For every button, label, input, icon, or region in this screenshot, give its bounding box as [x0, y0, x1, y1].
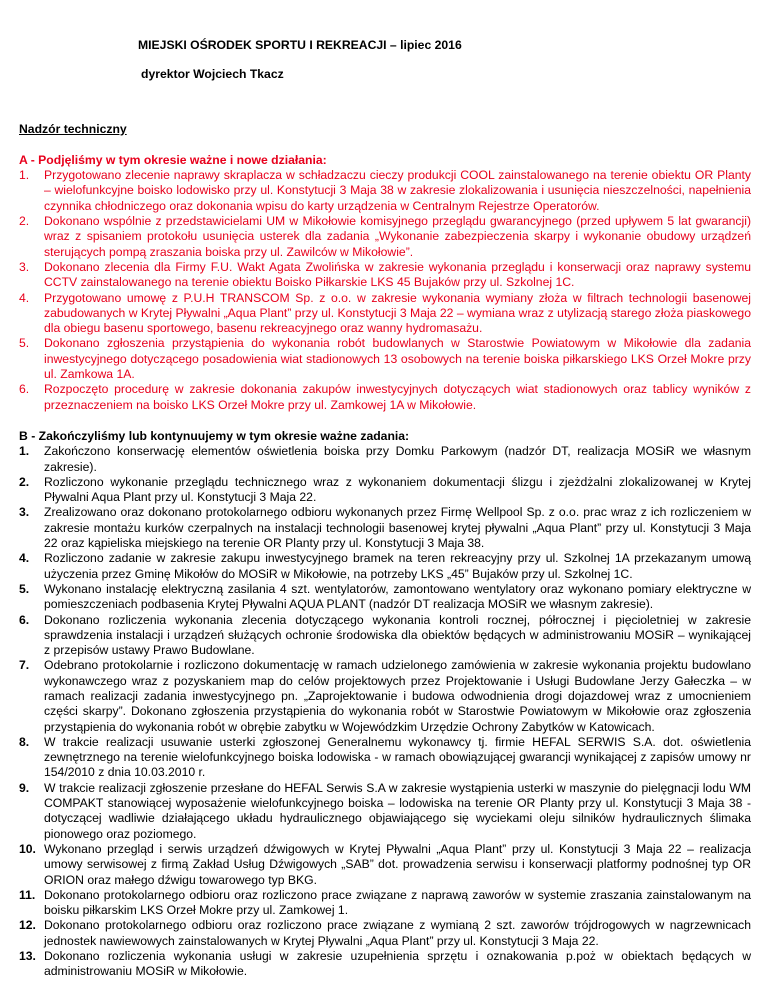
list-item-number: 5.: [19, 336, 30, 351]
list-item-text: Dokonano zlecenia dla Firmy F.U. Wakt Agata Zwolińska w zakresie wykonania przeglądu i konserwacji oraz naprawy systemu CCTV zainstalowanego na terenie obiektu Boisko Piłkarskie LKS 45 Bujaków przy ul. Szkolnej 1C.: [44, 259, 751, 290]
list-item-number: 4.: [19, 551, 30, 566]
document-title: MIEJSKI OŚRODEK SPORTU I REKREACJI – lipiec 2016: [138, 38, 462, 52]
list-item-number: 4.: [19, 290, 30, 305]
list-item-number: 2.: [19, 474, 30, 489]
section-a: [19, 153, 751, 413]
list-item: [19, 781, 751, 842]
section-a-list: [19, 168, 751, 413]
list-item: [19, 475, 751, 506]
list-item-text: W trakcie realizacji usuwanie usterki zgłoszonej Generalnemu wykonawcy tj. firmie HEFAL SERWIS S.A. dot. oświetlenia zewnętrznego na terenie wielofunkcyjnego boiska lodowiska - w ramach obowiązującej gwarancji wynikającej z zapisów umowy nr 154/2010 z dnia 10.03.2010 r.: [44, 734, 751, 780]
section-b: [19, 429, 751, 980]
list-item-number: 1.: [19, 168, 30, 183]
list-item-text: W trakcie realizacji zgłoszenie przesłane do HEFAL Serwis S.A w zakresie wystąpienia usterki w maszynie do pielęgnacji lodu WM COMPAKT stanowiącej wyposażenie wielofunkcyjnego boiska – lodowiska na terenie OR Planty przy ul. Konstytucji 3 Maja 38 - dotyczącej wadliwie działającego układu hydraulicznego objawiającego się wyciekami oleju silników hydraulicznych ślimaka pionowego oraz poziomego.: [44, 780, 751, 841]
list-item-text: Zakończono konserwację elementów oświetlenia boiska przy Domku Parkowym (nadzór DT, realizacja MOSiR we własnym zakresie).: [44, 444, 751, 474]
list-item-text: Rozliczono wykonanie przeglądu technicznego wraz z wykonaniem dokumentacji ślizgu i zjeżdżalni zlokalizowanej w Krytej Pływalni Aqua Plant przy ul. Konstytucji 3 Maja 22.: [44, 474, 751, 505]
list-item-text: Wykonano instalację elektryczną zasilania 4 szt. wentylatorów, zamontowano wentylatory oraz wykonano pomiary elektryczne w pomieszczeniach podbasenia Krytej Pływalni AQUA PLANT (nadzór DT realizacja MOSiR we własnym zakresie).: [44, 581, 751, 612]
list-item-number: 6.: [19, 612, 30, 627]
list-item-number: 11.: [19, 887, 36, 902]
section-title: Nadzór techniczny: [19, 121, 127, 136]
list-item: [19, 505, 751, 551]
list-item-number: 1.: [19, 444, 30, 459]
list-item-text: Dokonano protokolarnego odbioru oraz rozliczono prace związane z naprawą zaworów w systemie zraszania zainstalowanym na boisku piłkarskim LKS Orzeł Mokre przy ul. Zamkowej 1.: [44, 887, 751, 918]
list-item: [19, 658, 751, 734]
list-item-number: 5.: [19, 581, 30, 596]
list-item-number: 3.: [19, 259, 30, 274]
list-item: [19, 949, 751, 980]
list-item-number: 12.: [19, 918, 36, 933]
list-item: [19, 444, 751, 475]
list-item-text: Rozliczono zadanie w zakresie zakupu inwestycyjnego bramek na teren rekreacyjny przy ul. Szkolnej 1A przekazanym umową użyczenia przez Gminę Mikołów do MOSiR w Mikołowie, na potrzeby LKS „45” Bujaków przy ul. Szkolnej 1C.: [44, 551, 751, 581]
list-item: [19, 168, 751, 214]
list-item-text: Wykonano przegląd i serwis urządzeń dźwigowych w Krytej Pływalni „Aqua Plant” przy ul. Konstytucji 3 Maja 22 – realizacja umowy serwisowej z firmą Zakład Usług Dźwigowych „SAB” dot. prowadzenia serwisu i konserwacji platformy podnośnej typ OR ORION oraz małego dźwigu towarowego typ BKG.: [44, 841, 751, 887]
list-item-text: Dokonano zgłoszenia przystąpienia do wykonania robót budowlanych w Starostwie Powiatowym w Mikołowie dla zadania inwestycyjnego dotyczącego posadowienia wiat stadionowych 13 osobowych na terenie boiska piłkarskiego LKS Orzeł Mokre przy ul. Zamkowa 1A.: [44, 336, 751, 382]
list-item-text: Dokonano rozliczenia wykonania zlecenia dotyczącego wykonania kontroli rocznej, półrocznej i pięcioletniej w zakresie sprawdzenia instalacji i urządzeń służących ochronie środowiska dla obiektów będących w administrowaniu MOSiR – wynikającej z przepisów ustawy Prawo Budowlane.: [44, 612, 751, 658]
list-item-text: Zrealizowano oraz dokonano protokolarnego odbioru wykonanych przez Firmę Wellpool Sp. z o.o. prac wraz z ich rozliczeniem w zakresie montażu kurków czerpalnych na instalacji technologii basenowej krytej pływalni „Aqua Plant” przy ul. Konstytucji 3 Maja 22 oraz kąpieliska miejskiego na terenie OR Planty przy ul. Konstytucji 3 Maja 38.: [44, 505, 751, 551]
list-item-number: 9.: [19, 780, 30, 795]
list-item: [19, 551, 751, 582]
list-item-text: Dokonano rozliczenia wykonania usługi w zakresie uzupełnienia sprzętu i oznakowania p.poż w obiektach będących w administrowaniu MOSiR w Mikołowie.: [44, 949, 751, 979]
list-item-text: Rozpoczęto procedurę w zakresie dokonania zakupów inwestycyjnych dotyczących wiat stadionowych oraz tablicy wyników z przeznaczeniem na boisko LKS Orzeł Mokre przy ul. Zamkowej 1A w Mikołowie.: [44, 382, 751, 412]
list-item-text: Dokonano protokolarnego odbioru oraz rozliczono prace związane z wymianą 2 szt. zaworów trójdrogowych w nagrzewnicach jednostek nawiewowych zainstalowanych w Krytej Pływalni „Aqua Plant” przy ul. Konstytucji 3 Maja 22.: [44, 918, 751, 948]
list-item: [19, 291, 751, 337]
list-item-number: 10.: [19, 841, 36, 856]
list-item: [19, 842, 751, 888]
director-line: dyrektor Wojciech Tkacz: [141, 67, 284, 82]
list-item-text: Przygotowano zlecenie naprawy skraplacza w schładzaczu cieczy produkcji COOL zainstalowanego na terenie obiektu OR Planty – wielofunkcyjne boisko lodowisko przy ul. Konstytucji 3 Maja 38 w zakresie zlokalizowania i usunięcia nieszczelności, napełnienia czynnika chłodniczego oraz dokonania wpisu do karty urządzenia w Centralnym Rejestrze Operatorów.: [44, 168, 751, 213]
list-item: [19, 582, 751, 613]
section-a-heading: A - Podjęliśmy w tym okresie ważne i nowe działania:: [19, 152, 327, 167]
list-item: [19, 613, 751, 659]
list-item-number: 6.: [19, 382, 30, 397]
section-b-list: [19, 444, 751, 979]
list-item-number: 7.: [19, 658, 30, 673]
list-item-text: Dokonano wspólnie z przedstawicielami UM w Mikołowie komisyjnego przeglądu gwarancyjnego (przed upływem 5 lat gwarancji) wraz z spisaniem protokołu usunięcia usterek dla zadania „Wykonanie zabezpieczenia skarpy i wykonanie obudowy urządzeń sterujących pompą zraszania boiska przy ul. Zawilców w Mikołowie”.: [44, 214, 751, 259]
list-item: [19, 214, 751, 260]
list-item-number: 2.: [19, 214, 30, 229]
list-item: [19, 918, 751, 949]
list-item-text: Odebrano protokolarnie i rozliczono dokumentację w ramach udzielonego zamówienia w zakresie wykonania projektu budowlano wykonawczego wraz z pozyskaniem map do celów projektowych przez Projektowanie i Usługi Budowlane Jerzy Gałeczka – w ramach realizacji zadania inwestycyjnego pn. „Zaprojektowanie i budowa odwodnienia drogi dojazdowej wraz z umocnieniem części skarpy”. Dokonano zgłoszenia przystąpienia do wykonania robót w Starostwie Powiatowym w Mikołowie oraz zgłoszenia przystąpienia do wykonania robót w obrębie zabytku w Wojewódzkim Urzędzie Ochrony Zabytków w Katowicach.: [44, 658, 751, 734]
list-item: [19, 888, 751, 919]
list-item-text: Przygotowano umowę z P.U.H TRANSCOM Sp. z o.o. w zakresie wykonania wymiany złoża w filtrach technologii basenowej zabudowanych w Krytej Pływalni „Aqua Plant” przy ul. Konstytucji 3 Maja 22 – wymiana wraz z utylizacją starego złoża piaskowego dla obiegu basenu sportowego, basenu rekreacyjnego oraz wanny hydromasażu.: [44, 290, 751, 336]
list-item-number: 3.: [19, 505, 30, 520]
list-item: [19, 336, 751, 382]
list-item: [19, 735, 751, 781]
section-b-heading: B - Zakończyliśmy lub kontynuujemy w tym okresie ważne zadania:: [19, 428, 410, 443]
list-item: [19, 382, 751, 413]
list-item-number: 13.: [19, 949, 36, 964]
document-page: [19, 38, 751, 980]
list-item: [19, 260, 751, 291]
list-item-number: 8.: [19, 734, 30, 749]
